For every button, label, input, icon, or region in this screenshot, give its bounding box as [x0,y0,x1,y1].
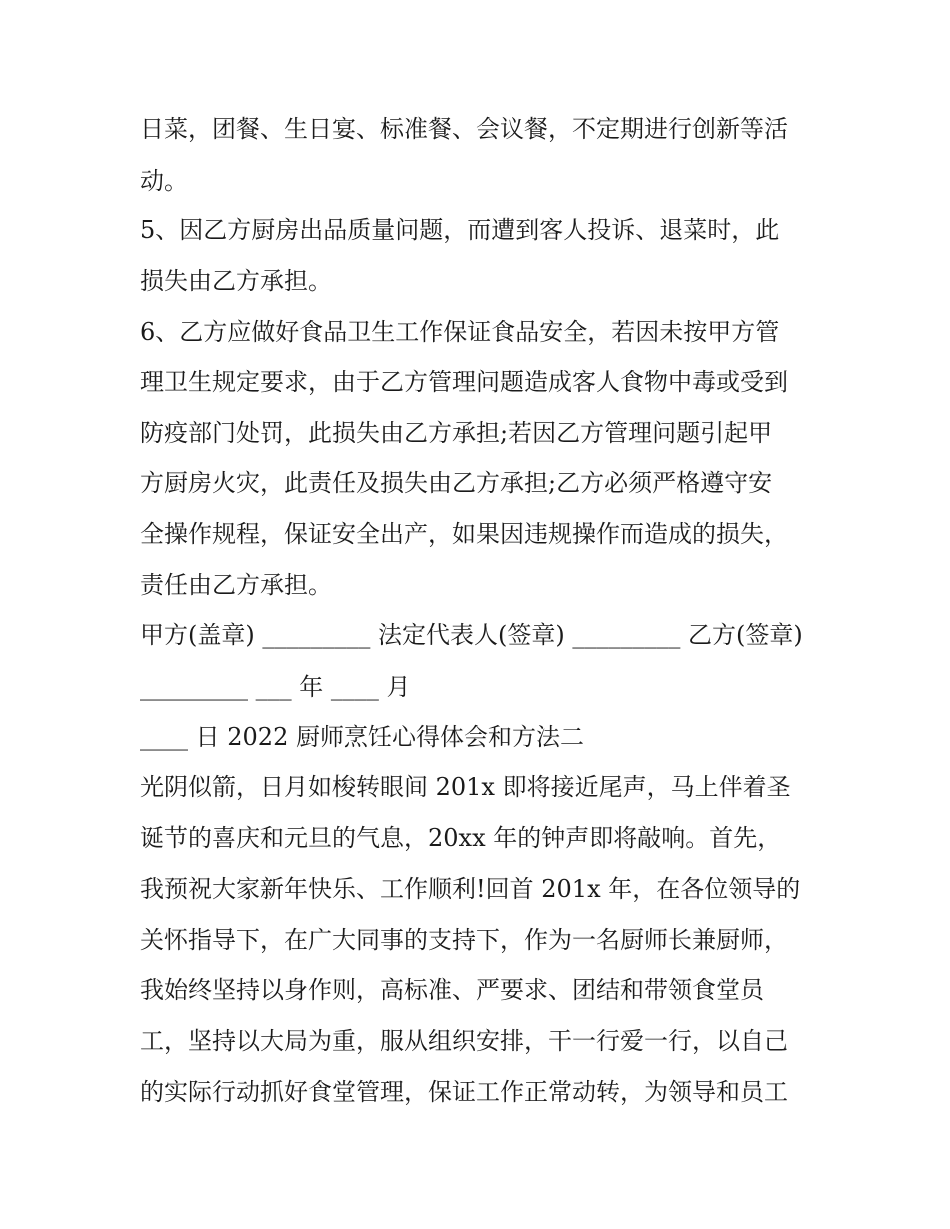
text-line: 日菜，团餐、生日宴、标准餐、会议餐，不定期进行创新等活 [140,115,788,143]
text-line: 关怀指导下，在广大同事的支持下，作为一名厨师长兼厨师， [140,926,788,954]
text-line: 损失由乙方承担。 [140,267,332,295]
text-line: 责任由乙方承担。 [140,571,332,599]
text-line: 工，坚持以大局为重，服从组织安排，干一行爱一行，以自己 [140,1027,788,1055]
signature-line: 甲方(盖章) _________ 法定代表人(签章) _________ 乙方(签章) [140,621,803,649]
date-line: _________ ___ 年 ____ 月 [140,673,411,701]
text-line: 动。 [140,167,188,195]
text-line: 诞节的喜庆和元旦的气息，20xx 年的钟声即将敲响。首先， [140,824,782,852]
text-line: 我预祝大家新年快乐、工作顺利!回首 201x 年，在各位领导的 [140,875,801,903]
text-line: 我始终坚持以身作则，高标准、严要求、团结和带领食堂员 [140,976,764,1004]
section-heading: ____ 日 2022 厨师烹饪心得体会和方法二 [140,723,584,751]
text-line: 5、因乙方厨房出品质量问题，而遭到客人投诉、退菜时，此 [140,216,780,244]
text-line: 防疫部门处罚，此损失由乙方承担;若因乙方管理问题引起甲 [140,419,773,447]
text-line: 全操作规程，保证安全出产，如果因违规操作而造成的损失， [140,520,788,548]
text-line: 光阴似箭，日月如梭转眼间 201x 即将接近尾声，马上伴着圣 [140,773,791,801]
text-line: 方厨房火灾，此责任及损失由乙方承担;乙方必须严格遵守安 [140,469,773,497]
text-line: 的实际行动抓好食堂管理，保证工作正常动转，为领导和员工 [140,1078,788,1106]
text-line: 理卫生规定要求，由于乙方管理问题造成客人食物中毒或受到 [140,368,788,396]
text-line: 6、乙方应做好食品卫生工作保证食品安全，若因未按甲方管 [140,318,780,346]
